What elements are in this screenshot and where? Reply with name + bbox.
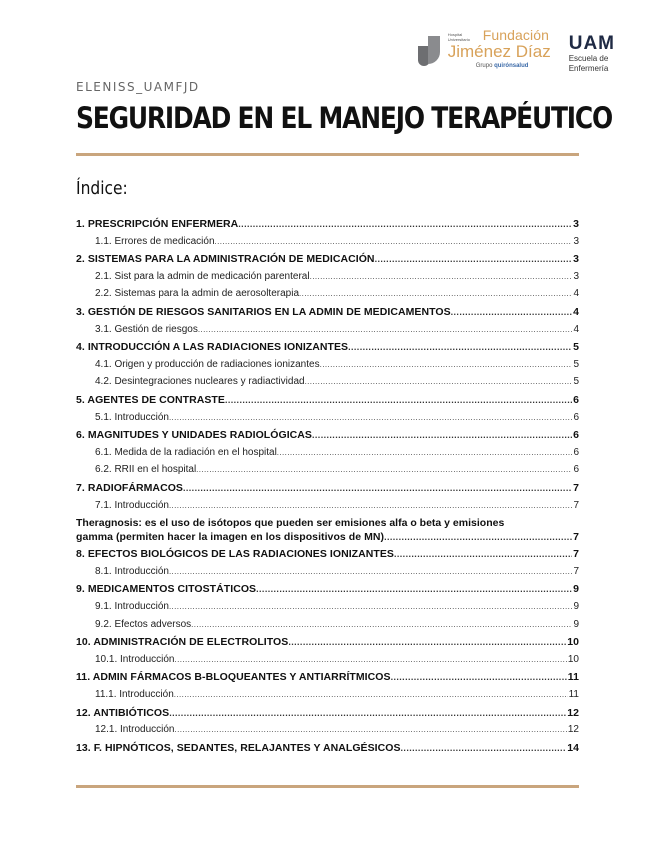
toc-page-number: 9 (573, 601, 579, 613)
toc-entry-section[interactable] (76, 429, 579, 443)
toc-page-number: 3 (573, 253, 579, 266)
toc-page-number: 5 (573, 376, 579, 388)
toc-entry-subsection[interactable] (76, 566, 579, 580)
toc-leader-dots (384, 532, 572, 542)
toc-leader-dots (169, 567, 573, 576)
toc-entry-text: 11.1. Introducción (95, 689, 174, 701)
fjd-logo-small-text: Hospital Universitario (447, 32, 470, 42)
toc-entry-subsection[interactable] (76, 601, 579, 615)
toc-page-number: 7 (573, 548, 579, 561)
toc-entry-section[interactable] (76, 341, 579, 355)
toc-entry-text: 6.2. RRII en el hospital (95, 464, 197, 476)
toc-leader-dots (375, 254, 573, 264)
toc-entry-subsection[interactable] (76, 324, 579, 338)
toc-entry-subsection[interactable] (76, 376, 579, 390)
toc-entry-text: 2. SISTEMAS PARA LA ADMINISTRACIÓN DE MEDICACIÓN (76, 253, 375, 266)
toc-page-number: 6 (573, 429, 579, 442)
toc-entry-text: 4.2. Desintegraciones nucleares y radiactividad (95, 376, 305, 388)
toc-entry-subsection[interactable] (76, 359, 579, 373)
toc-entry-section[interactable] (76, 394, 579, 408)
uam-logo (569, 34, 615, 74)
document-code: ELENISS_UAMFJD (76, 80, 200, 94)
toc-entry-text: 11. ADMIN FÁRMACOS B-BLOQUEANTES Y ANTIARRÍTMICOS (76, 671, 391, 684)
fjd-logo (418, 28, 551, 70)
toc-entry-subsection[interactable] (76, 724, 579, 738)
toc-leader-dots (305, 377, 573, 386)
toc-entry-section[interactable] (76, 742, 579, 756)
toc-leader-dots (174, 690, 568, 699)
fjd-logo-fundacion: Fundación (482, 27, 550, 43)
toc-entry-section[interactable] (76, 482, 579, 496)
toc-leader-dots (238, 219, 572, 229)
footer-divider (76, 785, 579, 788)
header-logos (418, 28, 615, 78)
toc-entry-text: 7. RADIOFÁRMACOS (76, 481, 183, 494)
toc-leader-dots (310, 272, 573, 281)
toc-leader-dots (169, 413, 573, 422)
toc-leader-dots (169, 602, 573, 611)
fjd-logo-name: Jiménez Díaz (447, 42, 551, 61)
toc-page-number: 7 (573, 565, 579, 577)
toc-leader-dots (320, 360, 573, 369)
toc-page-number: 10 (567, 636, 579, 649)
toc-entry-section[interactable] (76, 707, 579, 721)
fjd-logo-grupo (476, 63, 551, 69)
toc-page-number: 11 (568, 689, 579, 701)
toc-page-number: 6 (573, 464, 579, 476)
uam-logo-sub2: Enfermería (568, 64, 609, 74)
toc-leader-dots (183, 483, 572, 493)
toc-page-number: 12 (567, 724, 579, 736)
toc-entry-text: 3. GESTIÓN DE RIESGOS SANITARIOS EN LA ADMIN DE MEDICAMENTOS (76, 305, 451, 318)
toc-entry-text: 7.1. Introducción (95, 499, 169, 511)
toc-leader-dots (391, 672, 567, 682)
toc-entry-text: 6. MAGNITUDES Y UNIDADES RADIOLÓGICAS (76, 429, 312, 442)
toc-leader-dots (256, 584, 572, 594)
toc-entry-section[interactable] (76, 218, 579, 232)
toc-entry-section[interactable] (76, 517, 579, 544)
toc-page-number: 6 (573, 411, 579, 423)
toc-leader-dots (198, 325, 573, 334)
toc-page-number: 3 (573, 270, 579, 282)
toc-leader-dots (191, 620, 572, 629)
table-of-contents (76, 218, 579, 759)
toc-entry-text: 9.2. Efectos adversos (95, 618, 192, 630)
toc-leader-dots (277, 448, 573, 457)
toc-leader-dots (401, 743, 567, 753)
uam-logo-word: UAM (568, 33, 615, 54)
toc-page-number: 7 (573, 499, 579, 511)
toc-entry-section[interactable] (76, 306, 579, 320)
uam-logo-sub1: Escuela de (568, 54, 609, 63)
toc-leader-dots (169, 501, 573, 510)
toc-entry-subsection[interactable] (76, 689, 579, 703)
toc-entry-text: Theragnosis: es el uso de isótopos que pueden ser emisiones alfa o beta y emisiones (76, 517, 505, 530)
toc-page-number: 4 (573, 305, 579, 318)
toc-entry-subsection[interactable] (76, 654, 579, 668)
toc-page-number: 5 (573, 341, 579, 354)
toc-entry-section[interactable] (76, 548, 579, 562)
toc-page-number: 4 (573, 288, 579, 300)
toc-entry-text: 4.1. Origen y producción de radiaciones ionizantes (95, 358, 320, 370)
document-title: SEGURIDAD EN EL MANEJO TERAPÉUTICO (76, 101, 612, 135)
toc-entry-text: 2.2. Sistemas para la admin de aerosolterapia (95, 288, 300, 300)
toc-entry-subsection[interactable] (76, 236, 579, 250)
toc-entry-text-continued: gamma (permiten hacer la imagen en los dispositivos de MN) (76, 530, 385, 543)
toc-entry-text: 4. INTRODUCCIÓN A LAS RADIACIONES IONIZANTES (76, 341, 349, 354)
toc-entry-subsection[interactable] (76, 500, 579, 514)
toc-entry-text: 10.1. Introducción (95, 653, 175, 665)
toc-entry-text: 5. AGENTES DE CONTRASTE (76, 393, 225, 406)
toc-leader-dots (175, 655, 567, 664)
toc-page-number: 7 (573, 481, 579, 494)
toc-leader-dots (348, 342, 572, 352)
toc-leader-dots (215, 237, 573, 246)
toc-page-number: 11 (567, 671, 579, 684)
toc-entry-text: 1. PRESCRIPCIÓN ENFERMERA (76, 218, 239, 230)
toc-entry-text: 13. F. HIPNÓTICOS, SEDANTES, RELAJANTES Y ANALGÉSICOS (76, 741, 401, 754)
toc-page-number: 6 (573, 446, 579, 458)
toc-entry-text: 9. MEDICAMENTOS CITOSTÁTICOS (76, 583, 257, 596)
toc-page-number: 9 (573, 618, 579, 630)
toc-page-number: 3 (573, 218, 579, 230)
toc-leader-dots (225, 395, 572, 405)
toc-entry-text: 3.1. Gestión de riesgos (95, 323, 198, 335)
fjd-logo-grupo-prefix: Grupo (475, 63, 493, 69)
toc-leader-dots (288, 637, 566, 647)
toc-page-number: 14 (567, 741, 579, 754)
toc-entry-section[interactable] (76, 636, 579, 650)
toc-entry-text: 5.1. Introducción (95, 411, 169, 423)
toc-entry-section[interactable] (76, 671, 579, 685)
toc-entry-subsection[interactable] (76, 271, 579, 285)
toc-page-number: 5 (573, 358, 579, 370)
toc-entry-text: 6.1. Medida de la radiación en el hospital (95, 446, 277, 458)
toc-leader-dots (312, 430, 572, 440)
toc-leader-dots (299, 289, 572, 298)
toc-leader-dots (175, 725, 567, 734)
toc-page-number: 10 (567, 653, 579, 665)
toc-page-number: 6 (573, 393, 579, 406)
index-heading: Índice: (76, 178, 128, 199)
toc-entry-text: 2.1. Sist para la admin de medicación parenteral (95, 270, 310, 282)
fjd-logo-grupo-brand: quirónsalud (494, 63, 529, 69)
toc-page-number: 9 (573, 583, 579, 596)
toc-entry-text: 8. EFECTOS BIOLÓGICOS DE LAS RADIACIONES IONIZANTES (76, 548, 394, 561)
toc-page-number: 3 (573, 235, 579, 247)
toc-leader-dots (451, 307, 572, 317)
title-divider (76, 153, 579, 156)
toc-entry-subsection[interactable] (76, 412, 579, 426)
toc-leader-dots (169, 708, 566, 718)
toc-entry-subsection[interactable] (76, 288, 579, 302)
toc-entry-section[interactable] (76, 253, 579, 267)
toc-entry-text: 8.1. Introducción (95, 565, 169, 577)
toc-page-number: 4 (573, 323, 579, 335)
toc-page-number: 7 (573, 530, 579, 543)
toc-entry-text: 12. ANTIBIÓTICOS (76, 706, 170, 719)
toc-entry-subsection[interactable] (76, 619, 579, 633)
toc-entry-text: 10. ADMINISTRACIÓN DE ELECTROLITOS (76, 636, 289, 649)
toc-entry-subsection[interactable] (76, 447, 579, 461)
toc-entry-text: 1.1. Errores de medicación (95, 235, 215, 247)
toc-entry-text: 12.1. Introducción (95, 724, 175, 736)
toc-entry-text: 9.1. Introducción (95, 601, 169, 613)
fjd-logo-mark-icon (418, 36, 442, 70)
toc-entry-subsection[interactable] (76, 464, 579, 478)
toc-page-number: 12 (567, 706, 579, 719)
toc-leader-dots (394, 549, 572, 559)
toc-leader-dots (196, 465, 572, 474)
toc-entry-section[interactable] (76, 583, 579, 597)
